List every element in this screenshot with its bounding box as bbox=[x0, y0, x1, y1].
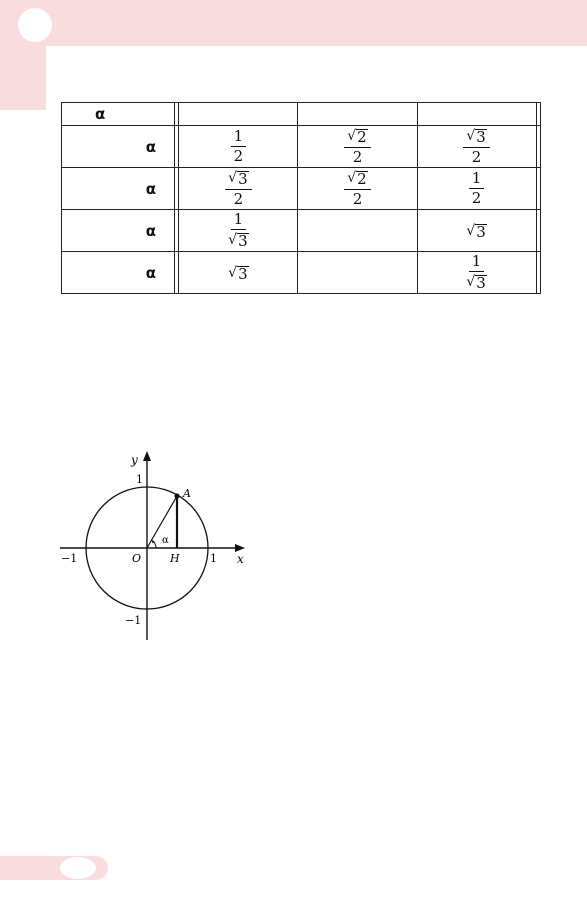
tick-label-x-right: 1 bbox=[210, 552, 217, 565]
fraction bbox=[344, 128, 370, 165]
tick-label-y-top: 1 bbox=[136, 473, 143, 486]
fraction-denominator bbox=[463, 272, 489, 291]
table-cell bbox=[298, 126, 417, 168]
radical-sign: √ bbox=[466, 274, 476, 290]
radical-sign: √ bbox=[347, 170, 357, 186]
table-cell bbox=[179, 168, 298, 210]
table-cell bbox=[417, 126, 536, 168]
table-cell bbox=[298, 168, 417, 210]
fraction-denominator: 2 bbox=[471, 189, 482, 207]
angle-label: α bbox=[162, 535, 169, 546]
table-cell bbox=[417, 252, 536, 294]
fraction-denominator: 2 bbox=[352, 190, 363, 208]
header-angle-label: α bbox=[62, 103, 175, 126]
fraction bbox=[225, 170, 251, 207]
row-function-label: α bbox=[62, 168, 175, 210]
row-function-label: α bbox=[62, 210, 175, 252]
table-cell bbox=[536, 252, 540, 294]
radical-sign: √ bbox=[228, 265, 238, 281]
radicand: 3 bbox=[238, 265, 248, 283]
radical-sign: √ bbox=[228, 232, 238, 248]
sqrt-expression bbox=[466, 129, 486, 145]
table-cell bbox=[417, 168, 536, 210]
header-band bbox=[0, 0, 587, 46]
x-axis-label: x bbox=[237, 552, 244, 566]
table-row bbox=[62, 210, 541, 252]
fraction-denominator bbox=[225, 230, 251, 249]
radicand: 3 bbox=[476, 274, 486, 292]
fraction-numerator: 1 bbox=[469, 171, 485, 189]
y-axis-label: y bbox=[131, 453, 138, 467]
trig-values-table bbox=[61, 102, 541, 294]
table-row bbox=[62, 168, 541, 210]
fraction-numerator: 1 bbox=[231, 212, 247, 230]
table-cell bbox=[536, 210, 540, 252]
table-cell bbox=[298, 252, 417, 294]
header-inner-curve bbox=[46, 46, 86, 86]
table-header-row bbox=[62, 103, 541, 126]
table-row bbox=[62, 252, 541, 294]
footer-page-oval bbox=[60, 857, 96, 879]
table-cell bbox=[536, 126, 540, 168]
sqrt-expression bbox=[228, 233, 248, 249]
radical-sign: √ bbox=[466, 223, 476, 239]
fraction bbox=[469, 171, 485, 206]
fraction bbox=[231, 129, 247, 164]
fraction-denominator: 2 bbox=[233, 147, 244, 165]
header-cell bbox=[536, 103, 540, 126]
radical-sign: √ bbox=[466, 128, 476, 144]
sqrt-expression bbox=[347, 129, 367, 145]
sqrt-expression bbox=[466, 224, 486, 240]
header-side-margin bbox=[0, 46, 46, 110]
trig-table-body bbox=[62, 103, 541, 294]
fraction-numerator bbox=[225, 170, 251, 190]
fraction-denominator: 2 bbox=[233, 190, 244, 208]
origin-label: O bbox=[132, 552, 142, 565]
tick-label-y-bottom: −1 bbox=[125, 614, 142, 627]
fraction bbox=[344, 170, 370, 207]
fraction bbox=[463, 254, 489, 291]
radicand: 3 bbox=[238, 170, 248, 188]
fraction-denominator: 2 bbox=[471, 148, 482, 166]
point-h-label: H bbox=[170, 552, 180, 565]
radicand: 2 bbox=[357, 128, 367, 146]
table-cell bbox=[536, 168, 540, 210]
row-function-label: α bbox=[62, 126, 175, 168]
sqrt-expression bbox=[466, 275, 486, 291]
header-cell bbox=[298, 103, 417, 126]
radicand: 3 bbox=[476, 223, 486, 241]
table-cell bbox=[179, 210, 298, 252]
table-cell bbox=[179, 126, 298, 168]
fraction bbox=[463, 128, 489, 165]
x-axis-arrow bbox=[235, 544, 245, 552]
fraction-numerator: 1 bbox=[469, 254, 485, 272]
unit-circle-figure bbox=[55, 445, 255, 640]
sqrt-expression bbox=[228, 266, 248, 282]
point-a-label: A bbox=[183, 487, 191, 500]
fraction-numerator bbox=[344, 170, 370, 190]
radical-sign: √ bbox=[347, 128, 357, 144]
header-cell bbox=[179, 103, 298, 126]
radical-sign: √ bbox=[228, 170, 238, 186]
sqrt-expression bbox=[228, 171, 248, 187]
table-cell bbox=[179, 252, 298, 294]
radicand: 3 bbox=[238, 232, 248, 250]
table-cell bbox=[417, 210, 536, 252]
table-cell bbox=[298, 210, 417, 252]
y-axis-arrow bbox=[143, 451, 151, 461]
point-a-dot bbox=[174, 493, 179, 498]
header-cell bbox=[417, 103, 536, 126]
table-row bbox=[62, 126, 541, 168]
tick-label-x-left: −1 bbox=[61, 552, 78, 565]
fraction bbox=[225, 212, 251, 249]
fraction-numerator bbox=[344, 128, 370, 148]
fraction-numerator bbox=[463, 128, 489, 148]
fraction-numerator: 1 bbox=[231, 129, 247, 147]
header-circle-badge bbox=[18, 8, 52, 42]
row-function-label: α bbox=[62, 252, 175, 294]
radicand: 2 bbox=[357, 170, 367, 188]
sqrt-expression bbox=[347, 171, 367, 187]
radicand: 3 bbox=[476, 128, 486, 146]
fraction-denominator: 2 bbox=[352, 148, 363, 166]
